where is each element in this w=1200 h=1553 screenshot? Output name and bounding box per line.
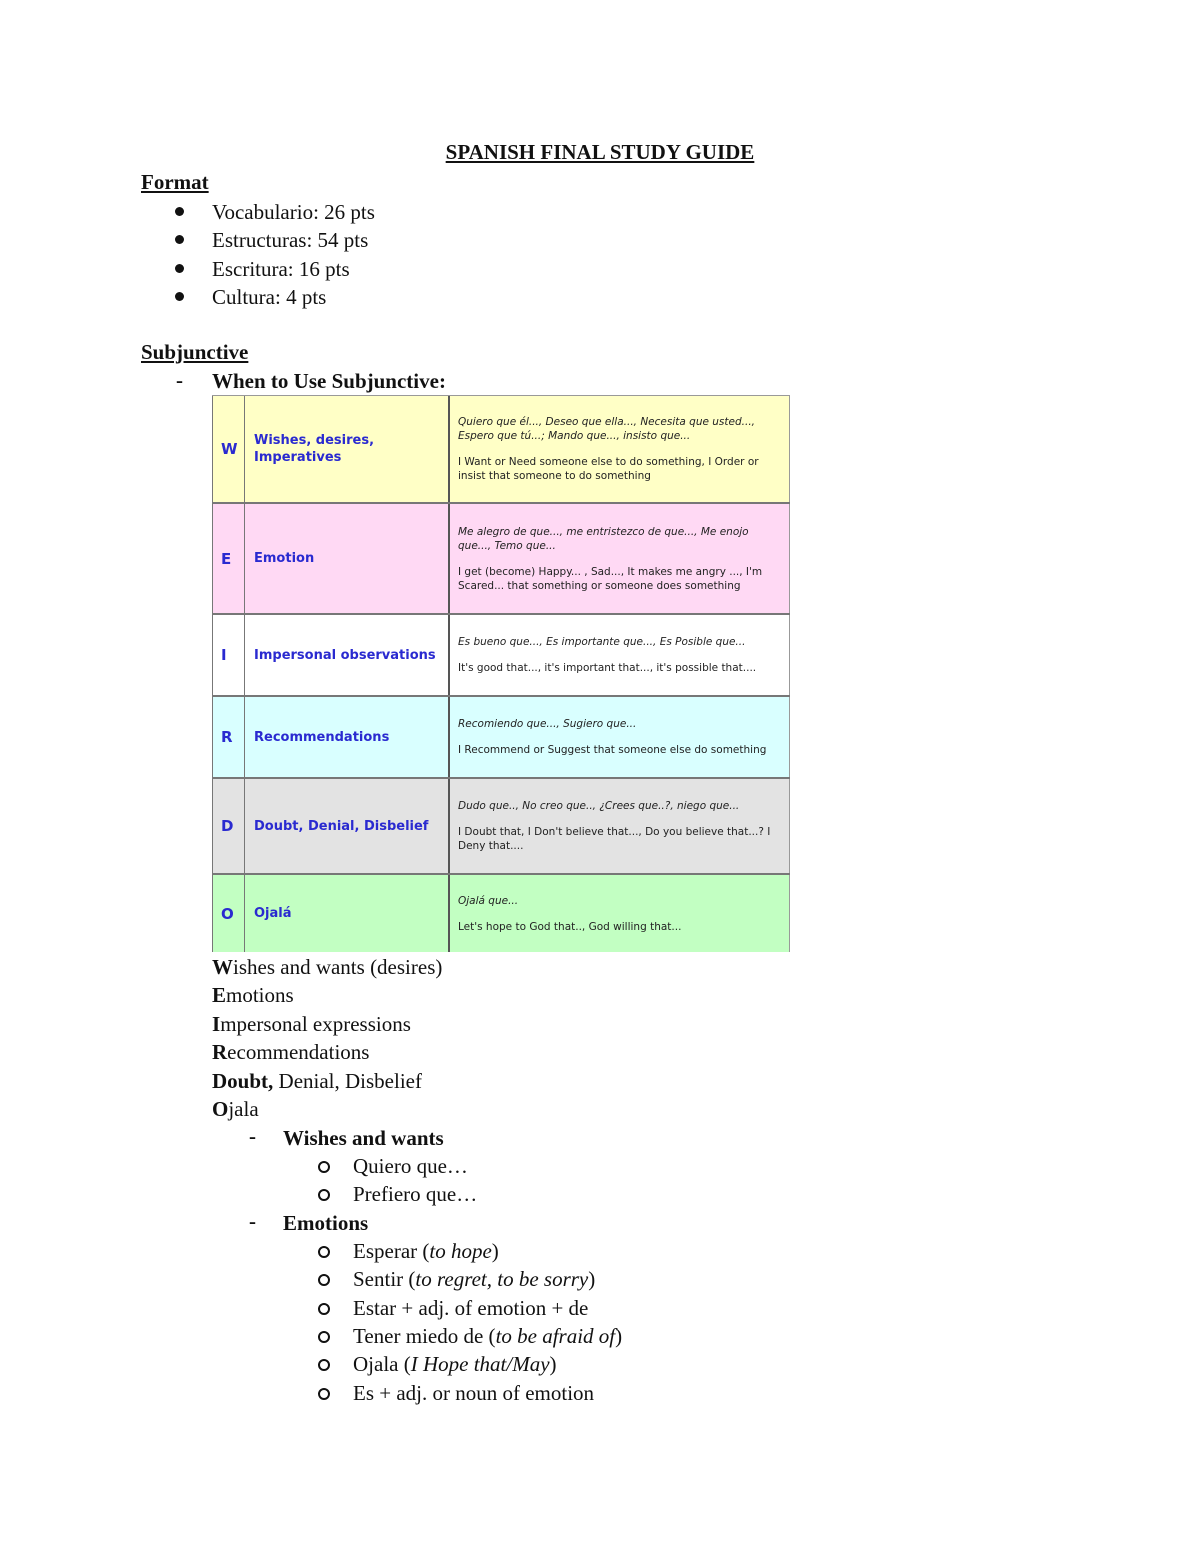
mnemonic-rest: jala [228, 1097, 259, 1121]
subjunctive-heading: Subjunctive [141, 340, 249, 364]
weirdo-category: Recommendations [245, 697, 450, 777]
emotion-item [353, 1322, 622, 1350]
weirdo-row [212, 395, 790, 502]
mnemonic-extra: Denial, Disbelief [278, 1068, 422, 1093]
english-translation: I Want or Need someone else to do something, I Order or insist that someone to do something [458, 455, 759, 482]
emotion-item [353, 1265, 595, 1293]
bullet-dot [175, 235, 184, 244]
circle-bullet [318, 1359, 330, 1371]
weirdo-category: Doubt, Denial, Disbelief [245, 779, 450, 873]
circle-bullet [318, 1388, 330, 1400]
weirdo-category: Emotion [245, 504, 450, 613]
mnemonic-line [212, 1067, 422, 1095]
wish-item: Quiero que… [353, 1154, 468, 1178]
english-translation: It's good that..., it's important that..., it's possible that.... [458, 662, 757, 674]
weirdo-row [212, 502, 790, 613]
mnemonic-initial: I [212, 1011, 221, 1036]
english-translation: I Recommend or Suggest that someone else do something [458, 744, 767, 756]
page-title: SPANISH FINAL STUDY GUIDE [445, 140, 755, 164]
emotion-term: Esperar ( [353, 1239, 430, 1263]
format-item: Estructuras: 54 pts [212, 228, 369, 253]
format-item: Cultura: 4 pts [212, 284, 327, 309]
emotion-term: Tener miedo de ( [353, 1323, 496, 1348]
mnemonic-rest: ecommendations [227, 1040, 370, 1065]
emotion-term: Sentir ( [353, 1267, 416, 1292]
emotion-item [353, 1237, 499, 1265]
emotion-term: Es + adj. or noun of emotion [353, 1380, 595, 1405]
format-item: Vocabulario: 26 pts [212, 200, 375, 224]
weirdo-examples [450, 615, 790, 695]
weirdo-row [212, 777, 790, 873]
spanish-example: Es bueno que..., Es importante que..., Es Posible que... [458, 636, 746, 648]
emotion-term: Ojala ( [353, 1352, 411, 1377]
emotion-meaning: to be afraid of [495, 1323, 616, 1348]
mnemonic-rest: motions [226, 983, 294, 1008]
mnemonic-line [212, 1010, 411, 1038]
dash-bullet: - [249, 1124, 256, 1148]
emotion-meaning: to regret, to be sorry [415, 1267, 589, 1292]
dash-bullet: - [249, 1209, 256, 1233]
mnemonic-rest: oubt, [227, 1068, 279, 1093]
bullet-dot [175, 264, 184, 273]
emotion-close: ) [491, 1239, 499, 1263]
mnemonic-initial: R [212, 1040, 228, 1065]
spanish-example: Dudo que.., No creo que.., ¿Crees que..?, niego que... [458, 800, 740, 812]
mnemonic-rest: mpersonal expressions [220, 1011, 411, 1036]
mnemonic-initial: D [212, 1068, 228, 1093]
english-translation: I Doubt that, I Don't believe that..., Do you believe that...? I Deny that.... [458, 826, 771, 852]
spanish-example: Ojalá que... [458, 894, 519, 907]
english-translation: I get (become) Happy... , Sad..., It makes me angry ..., I'm Scared... that something or someone does something [458, 565, 763, 592]
wishes-label: Wishes and wants [283, 1126, 444, 1150]
weirdo-letter: R [212, 697, 245, 777]
weirdo-examples [450, 875, 790, 952]
bullet-dot [175, 292, 184, 301]
weirdo-examples [450, 779, 790, 873]
mnemonic-initial: E [212, 983, 227, 1008]
emotion-term: Estar + adj. of emotion + de [353, 1295, 589, 1320]
mnemonic-line [212, 1095, 259, 1123]
bullet-dot [175, 207, 184, 216]
mnemonic-line [212, 953, 442, 981]
emotion-item [353, 1294, 588, 1322]
emotion-item [353, 1379, 594, 1407]
emotion-close: ) [588, 1267, 596, 1292]
spanish-example: Me alegro de que..., me entristezco de que..., Me enojo que..., Temo que... [458, 525, 749, 552]
emotion-item [353, 1350, 557, 1378]
format-item: Escritura: 16 pts [212, 256, 350, 281]
when-label: When to Use Subjunctive: [212, 369, 446, 393]
weirdo-letter: E [212, 504, 245, 613]
weirdo-letter: O [212, 875, 245, 952]
mnemonic-line [212, 1038, 369, 1066]
emotion-close: ) [549, 1352, 557, 1377]
weirdo-letter: D [212, 779, 245, 873]
weirdo-row [212, 613, 790, 695]
weirdo-category: Wishes, desires, Imperatives [245, 395, 450, 502]
spanish-example: Quiero que él..., Deseo que ella..., Necesita que usted..., Espero que tú...; Mando que..., insisto que... [458, 415, 755, 442]
mnemonic-line [212, 981, 294, 1009]
weirdo-examples [450, 395, 790, 502]
weirdo-examples [450, 697, 790, 777]
weirdo-letter: I [212, 615, 245, 695]
format-heading: Format [141, 170, 209, 194]
circle-bullet [318, 1161, 330, 1173]
mnemonic-rest: ishes and wants (desires) [233, 955, 443, 979]
emotion-close: ) [615, 1323, 623, 1348]
english-translation: Let's hope to God that.., God willing that... [458, 920, 682, 933]
dash-bullet: - [176, 368, 183, 392]
weirdo-category: Impersonal observations [245, 615, 450, 695]
weirdo-category: Ojalá [245, 875, 450, 952]
weirdo-letter: W [212, 395, 245, 502]
circle-bullet [318, 1303, 330, 1315]
circle-bullet [318, 1246, 330, 1258]
table-top-border [212, 395, 790, 396]
circle-bullet [318, 1331, 330, 1343]
weirdo-row [212, 873, 790, 952]
circle-bullet [318, 1189, 330, 1201]
emotion-meaning: I Hope that/May [410, 1352, 550, 1377]
mnemonic-initial: W [212, 955, 233, 979]
weirdo-examples [450, 504, 790, 613]
weirdo-table [212, 395, 790, 952]
mnemonic-initial: O [212, 1097, 229, 1121]
wish-item: Prefiero que… [353, 1182, 478, 1207]
weirdo-row [212, 695, 790, 777]
circle-bullet [318, 1274, 330, 1286]
emotion-meaning: to hope [429, 1239, 492, 1263]
spanish-example: Recomiendo que..., Sugiero que... [458, 718, 637, 730]
emotions-label: Emotions [283, 1211, 369, 1235]
